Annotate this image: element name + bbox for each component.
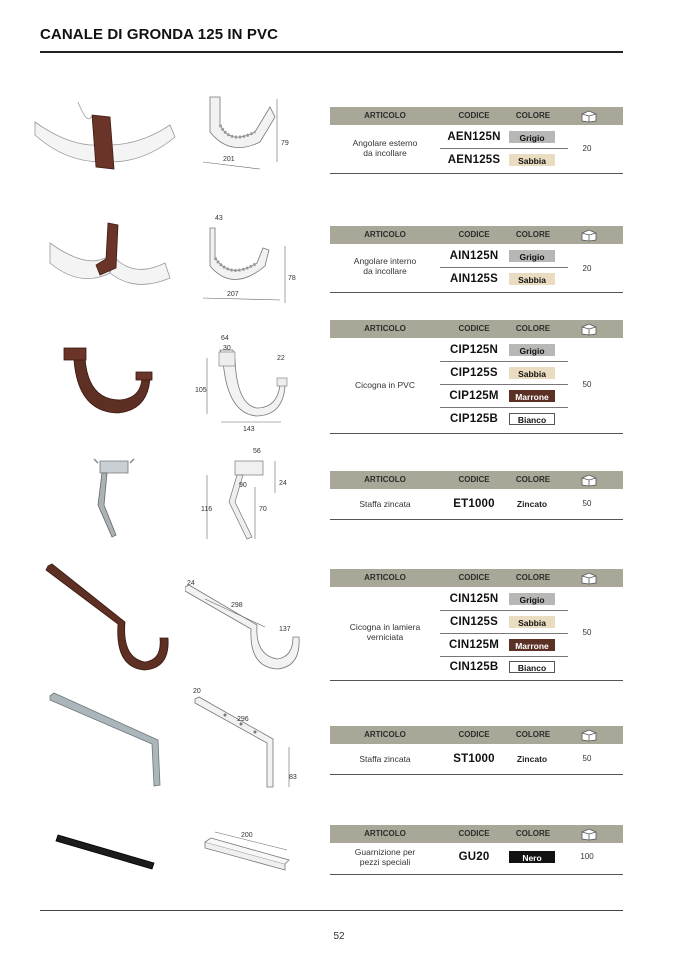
box-icon	[580, 109, 598, 123]
dimension-label: 200	[241, 832, 253, 839]
dimension-label: 64	[221, 335, 229, 342]
code-row	[440, 611, 568, 634]
spec-table	[330, 726, 623, 775]
box-icon	[580, 571, 598, 585]
article-line: pezzi speciali	[359, 857, 411, 867]
product-section-guarnizione	[0, 815, 678, 885]
spec-table-header	[330, 226, 623, 244]
product-code: CIN125N	[449, 593, 499, 605]
code-row	[440, 656, 568, 678]
dimension-label: 105	[195, 387, 207, 394]
color-swatch: Marrone	[509, 390, 555, 402]
spec-table-header	[330, 471, 623, 489]
article-name	[330, 256, 440, 276]
code-row	[440, 748, 568, 770]
header-colore: COLORE	[515, 573, 551, 582]
package-quantity: 50	[582, 754, 592, 763]
code-row	[440, 408, 568, 430]
dimension-label: 43	[215, 215, 223, 222]
header-codice: CODICE	[458, 573, 490, 582]
code-row	[440, 846, 568, 868]
product-code: CIP125B	[449, 413, 499, 425]
code-row	[440, 493, 568, 515]
header-articolo: ARTICOLO	[364, 475, 406, 484]
product-code: ST1000	[453, 753, 495, 765]
box-icon	[580, 827, 598, 841]
spec-table-header	[330, 726, 623, 744]
technical-drawing-staffa-et1000	[185, 447, 310, 545]
code-row	[440, 149, 568, 171]
box-icon	[580, 228, 598, 242]
product-photo-staffa-st1000	[30, 690, 180, 795]
dimension-label: 70	[259, 506, 267, 513]
article-line: Angolare esterno	[352, 138, 418, 148]
article-name	[330, 380, 440, 390]
dimension-label: 78	[288, 275, 296, 282]
color-swatch: Bianco	[509, 661, 555, 673]
spec-table	[330, 320, 623, 434]
spec-table	[330, 226, 623, 293]
article-name	[330, 138, 440, 158]
header-articolo: ARTICOLO	[364, 730, 406, 739]
product-photo-staffa-et1000	[30, 453, 180, 545]
color-swatch: Sabbia	[509, 367, 555, 379]
article-line: da incollare	[363, 148, 407, 158]
code-row	[440, 588, 568, 611]
header-articolo: ARTICOLO	[364, 111, 406, 120]
box-icon	[580, 322, 598, 336]
dimension-label: 90	[239, 482, 247, 489]
color-label: Zincato	[516, 499, 548, 509]
dimension-label: 201	[223, 156, 235, 163]
article-line: da incollare	[363, 266, 407, 276]
color-swatch: Bianco	[509, 413, 555, 425]
package-quantity: 100	[580, 852, 594, 861]
box-icon	[580, 728, 598, 742]
header-articolo: ARTICOLO	[364, 324, 406, 333]
header-codice: CODICE	[458, 111, 490, 120]
article-name	[330, 622, 440, 642]
page-title: CANALE DI GRONDA 125 IN PVC	[40, 26, 279, 43]
header-colore: COLORE	[515, 475, 551, 484]
product-code: CIP125S	[450, 367, 498, 379]
dimension-label: 20	[193, 688, 201, 695]
header-colore: COLORE	[515, 730, 551, 739]
product-code: AEN125S	[447, 154, 501, 166]
dimension-label: 137	[279, 626, 291, 633]
product-code: CIN125B	[449, 661, 499, 673]
header-colore: COLORE	[515, 829, 551, 838]
spec-table-body	[330, 843, 623, 875]
dimension-label: 24	[187, 580, 195, 587]
code-row	[440, 245, 568, 268]
spec-table-body	[330, 244, 623, 293]
product-code: CIN125S	[449, 616, 499, 628]
product-photo-cicogna-pvc	[30, 338, 180, 423]
technical-drawing-cicogna-lamiera	[185, 577, 310, 677]
technical-drawing-cicogna-pvc	[185, 330, 310, 432]
product-code: AIN125N	[449, 250, 499, 262]
color-swatch: Nero	[509, 851, 555, 863]
color-swatch: Sabbia	[509, 273, 555, 285]
package-quantity: 20	[582, 264, 592, 273]
spec-table-body	[330, 125, 623, 174]
color-swatch: Marrone	[509, 639, 555, 651]
technical-drawing-angolare-esterno	[185, 87, 310, 179]
header-articolo: ARTICOLO	[364, 230, 406, 239]
header-codice: CODICE	[458, 230, 490, 239]
footer-divider	[40, 910, 623, 911]
header-colore: COLORE	[515, 324, 551, 333]
spec-table	[330, 569, 623, 681]
article-line: verniciata	[366, 632, 404, 642]
spec-table-body	[330, 744, 623, 775]
article-name	[330, 847, 440, 867]
spec-table	[330, 107, 623, 174]
article-name	[330, 754, 440, 764]
dimension-label: 79	[281, 140, 289, 147]
article-line: Cicogna in lamiera	[349, 622, 421, 632]
dimension-label: 143	[243, 426, 255, 432]
product-code: CIP125M	[449, 390, 499, 402]
product-code: ET1000	[453, 498, 495, 510]
technical-drawing-guarnizione	[185, 820, 310, 880]
article-line: Staffa zincata	[359, 754, 411, 764]
color-swatch: Sabbia	[509, 616, 555, 628]
product-section-cicogna-pvc	[0, 320, 678, 435]
dimension-label: 116	[201, 506, 213, 513]
color-swatch: Grigio	[509, 250, 555, 262]
box-icon	[580, 473, 598, 487]
spec-table-body	[330, 587, 623, 681]
package-quantity: 50	[582, 380, 592, 389]
spec-table	[330, 471, 623, 520]
dimension-label: 56	[253, 448, 261, 455]
color-label: Zincato	[516, 754, 548, 764]
article-line: Guarnizione per	[354, 847, 416, 857]
product-photo-angolare-interno	[30, 213, 180, 305]
technical-drawing-angolare-interno	[185, 208, 310, 303]
technical-drawing-staffa-st1000	[185, 687, 310, 795]
product-photo-guarnizione	[30, 825, 180, 875]
code-row	[440, 634, 568, 657]
product-code: CIP125N	[449, 344, 499, 356]
header-colore: COLORE	[515, 230, 551, 239]
product-section-staffa-st1000	[0, 685, 678, 800]
article-line: Cicogna in PVC	[354, 380, 415, 390]
product-section-cicogna-lamiera	[0, 562, 678, 682]
code-row	[440, 126, 568, 149]
package-quantity: 50	[582, 628, 592, 637]
header-articolo: ARTICOLO	[364, 573, 406, 582]
header-codice: CODICE	[458, 730, 490, 739]
code-row	[440, 339, 568, 362]
color-swatch: Grigio	[509, 593, 555, 605]
header-codice: CODICE	[458, 829, 490, 838]
spec-table-header	[330, 320, 623, 338]
spec-table-header	[330, 825, 623, 843]
color-swatch: Sabbia	[509, 154, 555, 166]
spec-table-header	[330, 107, 623, 125]
product-section-angolare-esterno	[0, 85, 678, 185]
code-row	[440, 385, 568, 408]
title-divider	[40, 51, 623, 53]
spec-table-body	[330, 338, 623, 434]
header-articolo: ARTICOLO	[364, 829, 406, 838]
spec-table	[330, 825, 623, 875]
spec-table-body	[330, 489, 623, 520]
article-line: Staffa zincata	[359, 499, 411, 509]
product-code: AEN125N	[447, 131, 501, 143]
product-photo-cicogna-lamiera	[30, 562, 180, 674]
product-section-staffa-et1000	[0, 445, 678, 545]
color-swatch: Grigio	[509, 344, 555, 356]
spec-table-header	[330, 569, 623, 587]
dimension-label: 30	[223, 345, 231, 352]
header-codice: CODICE	[458, 475, 490, 484]
package-quantity: 50	[582, 499, 592, 508]
dimension-label: 83	[289, 774, 297, 781]
dimension-label: 207	[227, 291, 239, 298]
product-photo-angolare-esterno	[30, 87, 180, 179]
code-row	[440, 268, 568, 290]
article-line: Angolare interno	[353, 256, 417, 266]
page-number: 52	[333, 931, 345, 942]
product-code: AIN125S	[449, 273, 499, 285]
product-code: GU20	[458, 851, 490, 863]
package-quantity: 20	[582, 144, 592, 153]
color-swatch: Grigio	[509, 131, 555, 143]
product-section-angolare-interno	[0, 205, 678, 305]
code-row	[440, 362, 568, 385]
dimension-label: 298	[231, 602, 243, 609]
article-name	[330, 499, 440, 509]
header-colore: COLORE	[515, 111, 551, 120]
product-code: CIN125M	[449, 639, 499, 651]
dimension-label: 296	[237, 716, 249, 723]
header-codice: CODICE	[458, 324, 490, 333]
dimension-label: 24	[279, 480, 287, 487]
dimension-label: 22	[277, 355, 285, 362]
